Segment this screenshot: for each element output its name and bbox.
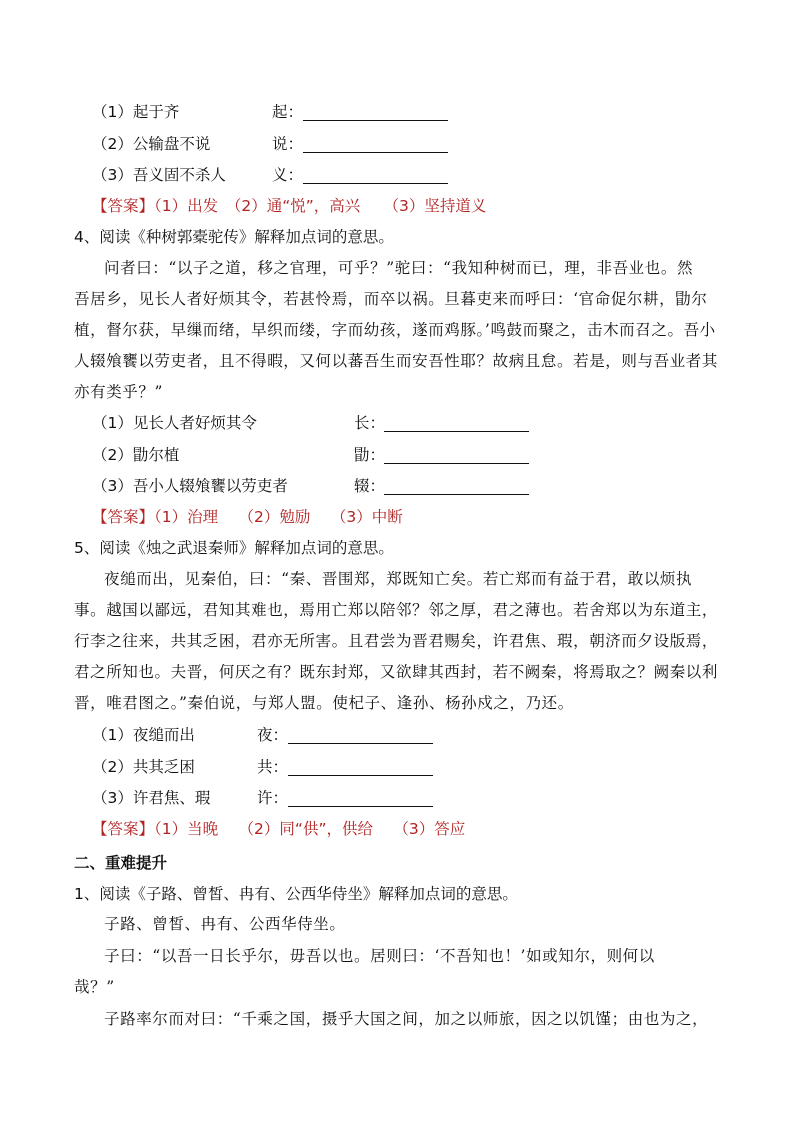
answer-blank[interactable] (303, 152, 448, 153)
answer-blank[interactable] (384, 494, 529, 495)
item-number: （2） (92, 446, 133, 464)
item-key: 说： (272, 135, 304, 153)
passage-line: 吾居乡，见长人者好烦其令，若甚怜焉，而卒以祸。旦暮吏来而呼曰：‘官命促尔耕，勖尔 (74, 290, 708, 308)
item-key: 夜： (257, 726, 289, 744)
item-number: （2） (92, 135, 133, 153)
item-key: 共： (257, 758, 289, 776)
item-text: 共其乏困 (132, 758, 195, 776)
item-number: （3） (92, 789, 133, 807)
item-q4-2 (92, 444, 179, 466)
passage-line: 子路率尔而对曰：“千乘之国，摄乎大国之间，加之以师旅，因之以饥馑；由也为之， (104, 1010, 709, 1028)
answer-blank[interactable] (384, 431, 529, 432)
item-key: 起： (272, 103, 304, 121)
item-text: 吾义固不杀人 (132, 166, 226, 184)
answer-blank[interactable] (303, 120, 448, 121)
question-title: 4、阅读《种树郭橐驼传》解释加点词的意思。 (74, 228, 394, 246)
item-text: 吾小人辍飧饔以劳吏者 (132, 477, 288, 495)
item-q3-3 (92, 164, 226, 186)
item-number: （2） (92, 758, 133, 776)
item-key: 勖： (354, 446, 386, 464)
item-q5-1 (92, 724, 195, 746)
item-text: 许君焦、瑕 (132, 789, 211, 807)
passage-line: 植，督尔获，早缫而绪，早织而缕，字而幼孩，遂而鸡豚。’鸣鼓而聚之，击木而召之。吾小 (74, 321, 716, 339)
passage-line: 事。越国以鄙远，君知其难也，焉用亡郑以陪邻？邻之厚，君之薄也。若舍郑以为东道主， (74, 601, 719, 619)
passage-line: 君之所知也。夫晋，何厌之有？既东封郑，又欲肆其西封，若不阙秦，将焉取之？阙秦以利 (74, 663, 719, 681)
answer-line (92, 818, 465, 840)
passage-line: 晋，唯君图之。”秦伯说，与郑人盟。使杞子、逢孙、杨孙戍之，乃还。 (74, 694, 574, 712)
answer-blank[interactable] (288, 775, 433, 776)
item-number: （3） (92, 477, 133, 495)
item-key: 义： (272, 166, 304, 184)
section-heading: 二、重难提升 (74, 854, 168, 872)
passage-line: 子曰：“以吾一日长乎尔，毋吾以也。居则曰：‘不吾知也！’如或知尔，则何以 (104, 947, 655, 965)
answer-line (92, 195, 486, 217)
item-text: 见长人者好烦其令 (132, 414, 257, 432)
answer-text: （1）当晚 （2）同“供”，供给 （3）答应 (154, 820, 466, 838)
item-text: 夜缒而出 (132, 726, 195, 744)
passage-line: 人辍飧饔以劳吏者，且不得暇，又何以蕃吾生而安吾性耶？故病且怠。若是，则与吾业者其 (74, 352, 719, 370)
answer-tag: 【答案】 (92, 820, 155, 838)
answer-text: （1）出发 （2）通“悦”，高兴 （3）坚持道义 (154, 197, 487, 215)
answer-tag: 【答案】 (92, 508, 155, 526)
question-title: 5、阅读《烛之武退秦师》解释加点词的意思。 (74, 539, 394, 557)
answer-tag: 【答案】 (92, 197, 155, 215)
item-text: 公输盘不说 (132, 135, 211, 153)
passage-line: 问者曰：“以子之道，移之官理，可乎？”驼曰：“我知种树而已，理，非吾业也。然 (104, 259, 694, 277)
item-q3-2 (92, 133, 210, 155)
item-q3-1 (92, 101, 179, 123)
item-key: 辍： (354, 477, 386, 495)
item-number: （1） (92, 103, 133, 121)
item-number: （1） (92, 726, 133, 744)
answer-text: （1）治理 （2）勉励 （3）中断 (154, 508, 403, 526)
answer-blank[interactable] (288, 743, 433, 744)
passage-line: 哉？” (74, 978, 115, 996)
answer-blank[interactable] (384, 463, 529, 464)
item-key: 许： (257, 789, 289, 807)
item-q4-3 (92, 475, 288, 497)
item-key: 长： (354, 414, 386, 432)
passage-line: 亦有类乎？” (74, 383, 164, 401)
passage-line: 夜缒而出，见秦伯，曰：“秦、晋围郑，郑既知亡矣。若亡郑而有益于君，敢以烦执 (104, 570, 693, 588)
passage-line: 子路、曾皙、冉有、公西华侍坐。 (104, 915, 346, 933)
item-q5-2 (92, 756, 195, 778)
item-q4-1 (92, 412, 257, 434)
question-title: 1、阅读《子路、曾皙、冉有、公西华侍坐》解释加点词的意思。 (74, 885, 518, 903)
answer-line (92, 506, 403, 528)
item-number: （3） (92, 166, 133, 184)
item-q5-3 (92, 787, 210, 809)
passage-line: 行李之往来，共其乏困，君亦无所害。且君尝为晋君赐矣，许君焦、瑕，朝济而夕设版焉， (74, 632, 719, 650)
answer-blank[interactable] (303, 183, 448, 184)
item-number: （1） (92, 414, 133, 432)
item-text: 勖尔植 (132, 446, 180, 464)
answer-blank[interactable] (288, 806, 433, 807)
item-text: 起于齐 (132, 103, 180, 121)
